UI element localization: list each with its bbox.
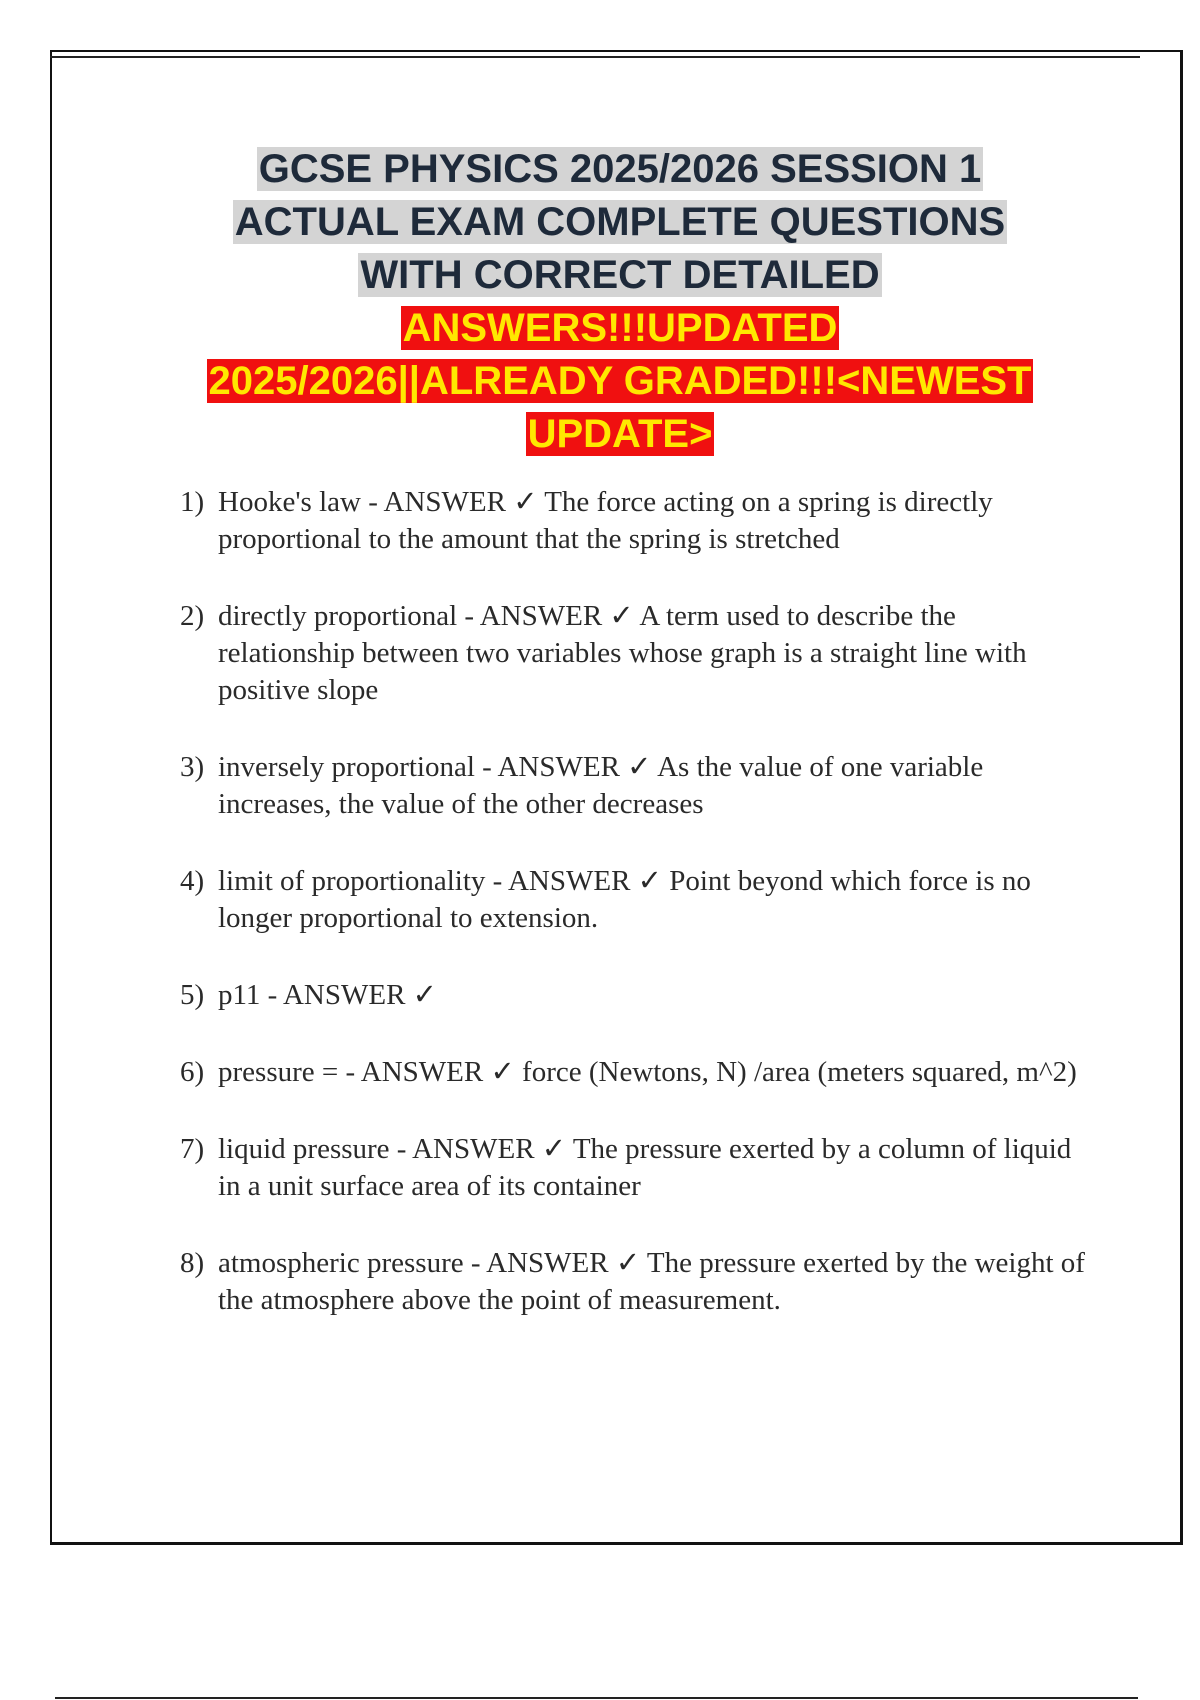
title-line-2: ACTUAL EXAM COMPLETE QUESTIONS <box>234 200 1006 244</box>
title-line-6: UPDATE> <box>527 412 713 456</box>
bottom-rule <box>55 1697 1138 1699</box>
list-item <box>180 1245 1092 1319</box>
item-text: Hooke's law - ANSWER ✓ The force acting on a spring is directly proportional to the amount that the spring is stretched <box>218 486 993 555</box>
list-item <box>180 977 1092 1014</box>
top-rule <box>50 56 1140 58</box>
title-line-3: WITH CORRECT DETAILED <box>360 253 880 297</box>
item-number: 3) <box>180 751 205 783</box>
title-line-4: ANSWERS!!!UPDATED <box>402 306 838 350</box>
title-line-5: 2025/2026||ALREADY GRADED!!!<NEWEST <box>208 359 1032 403</box>
item-text: pressure = - ANSWER ✓ force (Newtons, N) /area (meters squared, m^2) <box>218 1056 1077 1088</box>
item-text: directly proportional - ANSWER ✓ A term used to describe the relationship between two variables whose graph is a straight line with positive slope <box>218 600 1027 706</box>
item-number: 4) <box>180 865 205 897</box>
item-text: liquid pressure - ANSWER ✓ The pressure exerted by a column of liquid in a unit surface area of its container <box>218 1133 1072 1202</box>
list-item <box>180 1054 1092 1091</box>
document-title <box>150 143 1090 461</box>
item-number: 8) <box>180 1247 205 1279</box>
list-item <box>180 484 1092 558</box>
item-number: 1) <box>180 486 205 518</box>
item-text: inversely proportional - ANSWER ✓ As the value of one variable increases, the value of the other decreases <box>218 751 984 820</box>
item-number: 7) <box>180 1133 205 1165</box>
qa-list <box>180 484 1092 1359</box>
item-number: 6) <box>180 1056 205 1088</box>
title-line-1: GCSE PHYSICS 2025/2026 SESSION 1 <box>258 147 982 191</box>
item-number: 5) <box>180 979 205 1011</box>
list-item <box>180 598 1092 709</box>
list-item <box>180 749 1092 823</box>
item-text: p11 - ANSWER ✓ <box>218 979 437 1011</box>
item-number: 2) <box>180 600 205 632</box>
list-item <box>180 1131 1092 1205</box>
item-text: atmospheric pressure - ANSWER ✓ The pressure exerted by the weight of the atmosphere above the point of measurement. <box>218 1247 1085 1316</box>
item-text: limit of proportionality - ANSWER ✓ Point beyond which force is no longer proportional to extension. <box>218 865 1031 934</box>
list-item <box>180 863 1092 937</box>
